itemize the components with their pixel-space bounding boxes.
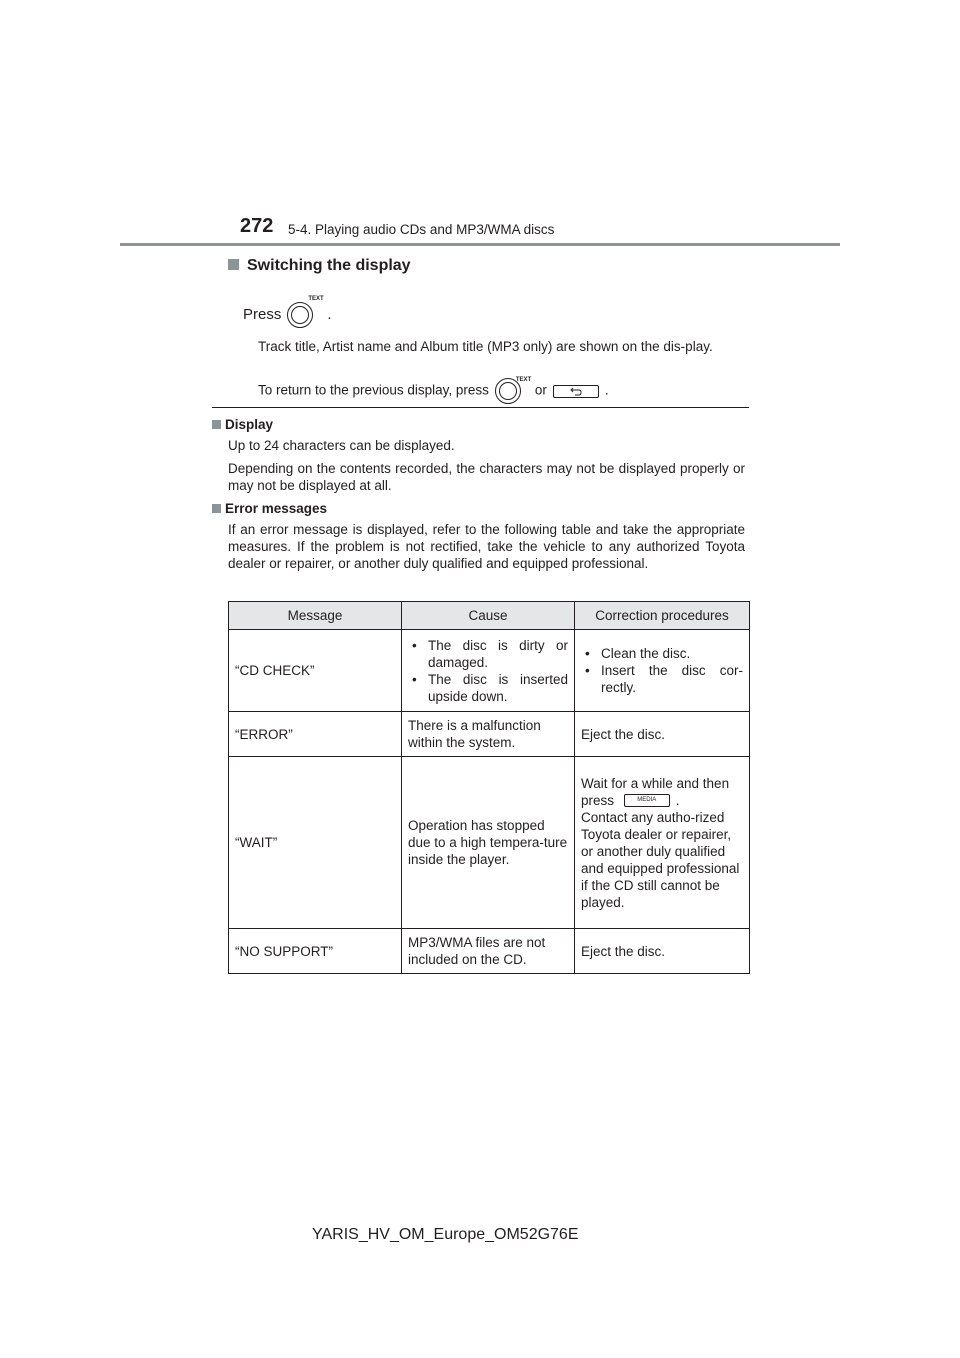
- table-row: [229, 712, 750, 757]
- table-header-row: [229, 602, 750, 630]
- header-cause: Cause: [402, 602, 575, 630]
- correction-cell: Eject the disc.: [575, 929, 750, 974]
- press-instruction: Press TEXT .: [243, 300, 332, 330]
- header-message: Message: [229, 602, 402, 630]
- message-cell: “WAIT”: [229, 757, 402, 929]
- cause-cell: MP3/WMA files are not included on the CD.: [402, 929, 575, 974]
- header-correction: Correction procedures: [575, 602, 750, 630]
- return-paragraph: To return to the previous display, press TEXT or .: [258, 376, 748, 406]
- text-knob-icon: TEXT: [495, 376, 529, 406]
- list-item: • Clean the disc.: [581, 645, 743, 662]
- correction-cell: [575, 630, 750, 712]
- table-row: [229, 757, 750, 929]
- page-number: 272: [240, 215, 274, 237]
- correction-cell: Wait for a while and then press MEDIA . Contact any autho-rized Toyota dealer or repairer, or another duly qualified and equipped professional if the CD still cannot be played.: [575, 757, 750, 929]
- cause-cell: There is a malfunction within the system.: [402, 712, 575, 757]
- error-messages-subtitle: Error messages: [212, 501, 327, 516]
- back-button-icon: [553, 385, 599, 398]
- table-row: [229, 630, 750, 712]
- list-item: • The disc is dirty or damaged.: [408, 637, 568, 671]
- list-item: • Insert the disc cor-rectly.: [581, 662, 743, 696]
- square-bullet-icon: [212, 420, 221, 429]
- header-divider: [120, 243, 840, 246]
- message-cell: “CD CHECK”: [229, 630, 402, 712]
- square-bullet-icon: [228, 259, 239, 270]
- error-messages-text: If an error message is displayed, refer to the following table and take the appropriate measures. If the problem is not rectified, take the vehicle to any authorized Toyota dealer or repairer, or another duly qualified and equipped professional.: [228, 522, 745, 571]
- message-cell: “NO SUPPORT”: [229, 929, 402, 974]
- document-id-footer: YARIS_HV_OM_Europe_OM52G76E: [312, 1226, 579, 1243]
- list-item: • The disc is inserted upside down.: [408, 671, 568, 705]
- text-knob-icon: TEXT: [287, 300, 321, 330]
- display-text-2: Depending on the contents recorded, the characters may not be displayed properly or may not be displayed at all.: [228, 461, 745, 493]
- display-subtitle: Display: [212, 417, 273, 432]
- square-bullet-icon: [212, 504, 221, 513]
- track-info-paragraph: Track title, Artist name and Album title (MP3 only) are shown on the dis-play.: [258, 339, 713, 354]
- cause-cell: [402, 630, 575, 712]
- media-button-icon: MEDIA: [624, 794, 670, 807]
- error-table: [228, 601, 750, 974]
- section-divider: [212, 407, 749, 408]
- display-text-1: Up to 24 characters can be displayed.: [228, 438, 455, 453]
- correction-cell: Eject the disc.: [575, 712, 750, 757]
- chapter-title: 5-4. Playing audio CDs and MP3/WMA discs: [288, 222, 555, 237]
- message-cell: “ERROR”: [229, 712, 402, 757]
- section-title: Switching the display: [228, 257, 411, 275]
- table-row: [229, 929, 750, 974]
- cause-cell: Operation has stopped due to a high tempera-ture inside the player.: [402, 757, 575, 929]
